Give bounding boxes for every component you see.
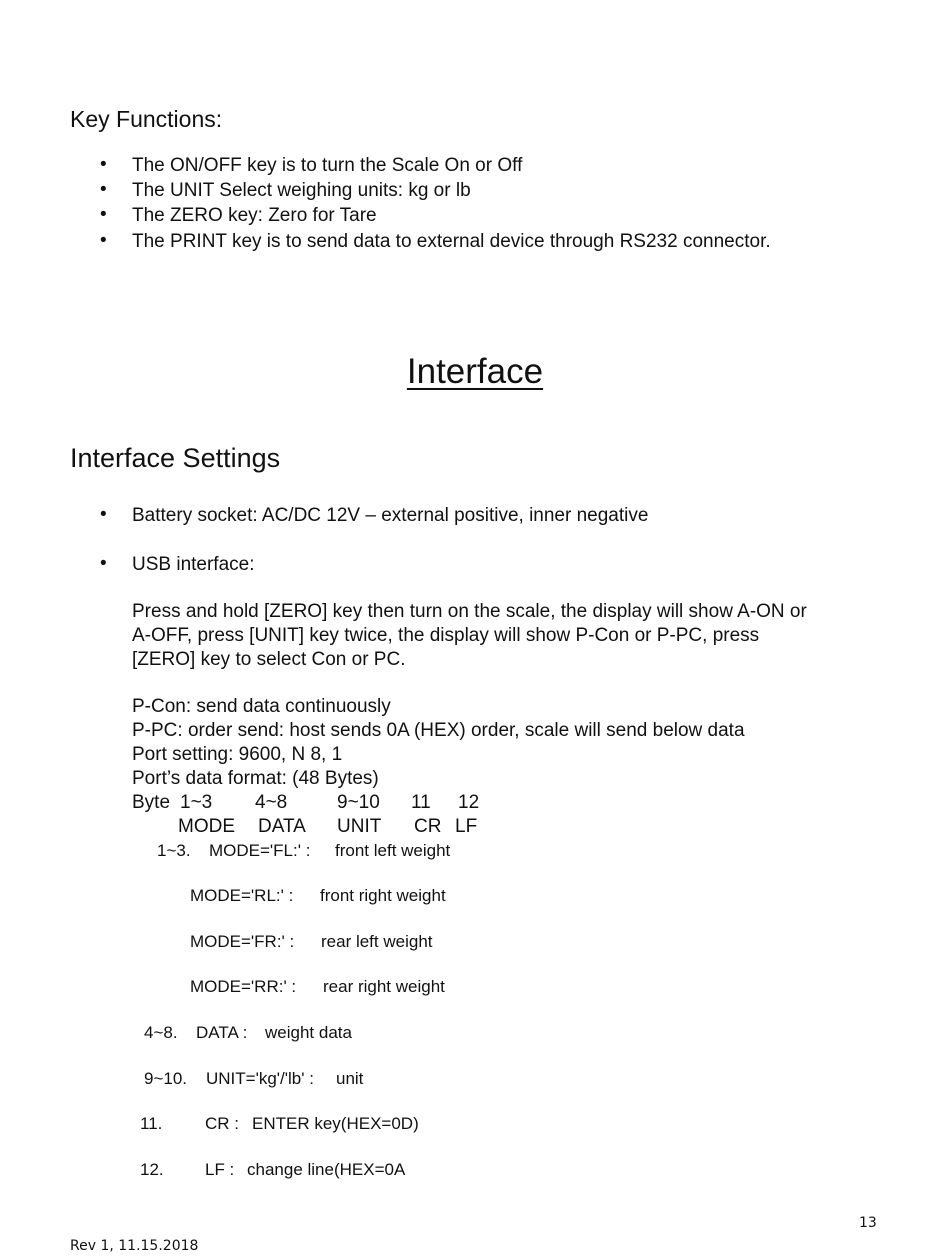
field-name: DATA [258,816,306,837]
definition-desc: front right weight [320,886,446,905]
field-name: MODE [178,816,235,837]
interface-settings-heading: Interface Settings [70,443,281,473]
key-function-zero: The ZERO key: Zero for Tare [132,205,377,226]
definition-number: 9~10. [144,1069,188,1088]
battery-socket-item: Battery socket: AC/DC 12V – external positive, inner negative [132,505,649,526]
key-function-unit: The UNIT Select weighing units: kg or lb [132,180,471,201]
field-name: CR [414,816,442,837]
page-number: 13 [859,1215,877,1231]
definition-number: 1~3. [157,841,191,860]
definition-key: MODE='FL:' : [209,841,311,860]
definition-desc: change line(HEX=0A [247,1160,406,1179]
info-line: Port’s data format: (48 Bytes) [132,768,379,789]
bullet-icon: • [100,504,107,525]
bullet-icon: • [100,230,107,251]
definition-key: MODE='RL:' : [190,886,294,905]
definition-key: DATA : [196,1023,248,1042]
bullet-icon: • [100,154,107,175]
bullet-icon: • [100,204,107,225]
definition-desc: rear left weight [321,932,433,951]
definition-desc: weight data [265,1023,352,1042]
usb-paragraph-line: [ZERO] key to select Con or PC. [132,649,406,670]
definition-key: CR : [205,1114,239,1133]
usb-paragraph-line: A-OFF, press [UNIT] key twice, the display will show P-Con or P-PC, press [132,625,760,646]
byte-range: 4~8 [255,792,288,813]
info-line: P-Con: send data continuously [132,696,391,717]
byte-range: 12 [458,792,480,813]
definition-number: 11. [140,1114,163,1133]
definition-desc: ENTER key(HEX=0D) [252,1114,419,1133]
field-name: LF [455,816,478,837]
definition-number: 4~8. [144,1023,178,1042]
definition-key: UNIT='kg'/'lb' : [206,1069,314,1088]
definition-key: MODE='FR:' : [190,932,295,951]
bullet-icon: • [100,179,107,200]
byte-range: 1~3 [180,792,213,813]
byte-range: 9~10 [337,792,380,813]
info-line: Port setting: 9600, N 8, 1 [132,744,343,765]
byte-label: Byte [132,792,171,813]
definition-number: 12. [140,1160,164,1179]
field-name: UNIT [337,816,382,837]
definition-key: LF : [205,1160,235,1179]
info-line: P-PC: order send: host sends 0A (HEX) order, scale will send below data [132,720,745,741]
usb-paragraph-line: Press and hold [ZERO] key then turn on the scale, the display will show A-ON or [132,601,807,622]
key-function-print: The PRINT key is to send data to external device through RS232 connector. [132,231,771,252]
definition-desc: unit [336,1069,364,1088]
key-function-onoff: The ON/OFF key is to turn the Scale On or Off [132,155,523,176]
key-functions-heading: Key Functions: [70,106,223,132]
usb-interface-item: USB interface: [132,554,255,575]
bullet-icon: • [100,553,107,574]
page-title: Interface [406,352,544,391]
byte-range: 11 [411,792,431,813]
definition-desc: rear right weight [323,977,445,996]
definition-key: MODE='RR:' : [190,977,297,996]
revision-footer: Rev 1, 11.15.2018 [70,1238,199,1254]
definition-desc: front left weight [335,841,451,860]
